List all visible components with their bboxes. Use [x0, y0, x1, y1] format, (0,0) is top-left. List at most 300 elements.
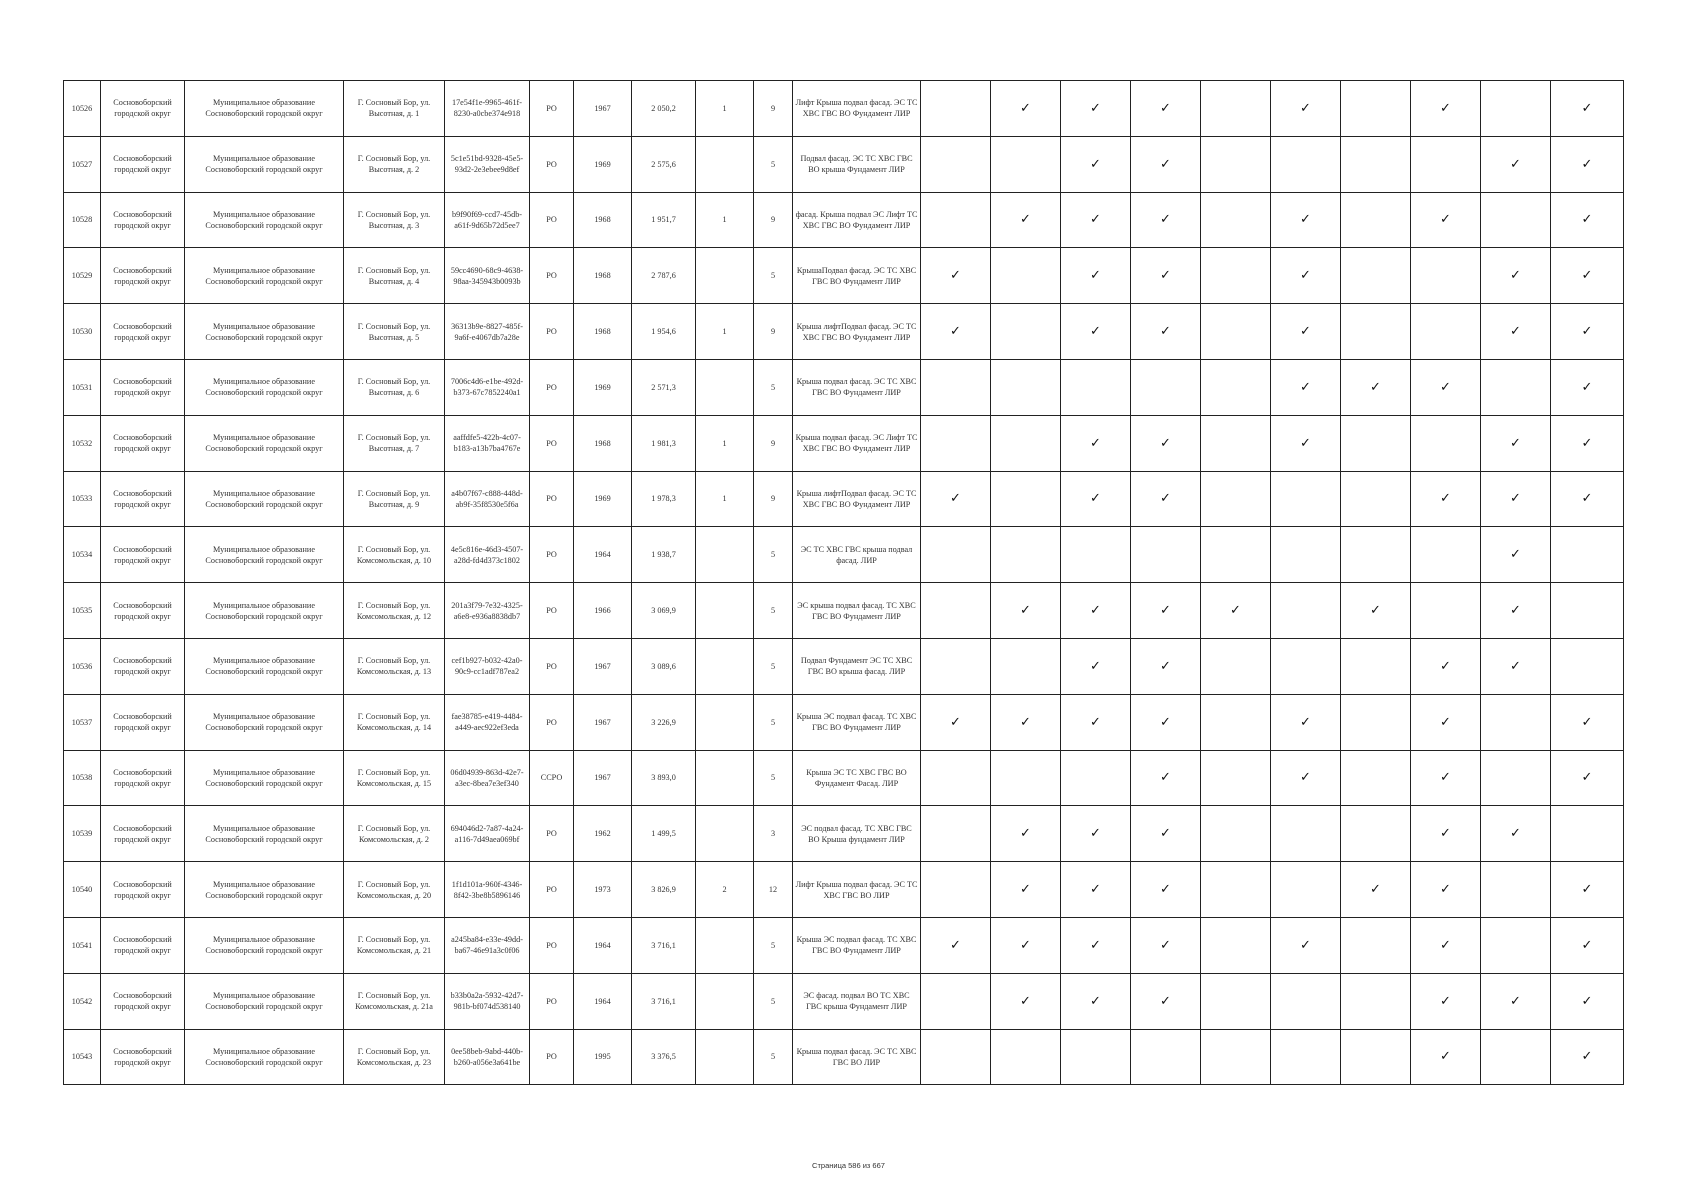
check-mark-icon: ✓ [1370, 882, 1381, 898]
check-mark-icon: ✓ [1300, 379, 1311, 395]
table-row [64, 1029, 1624, 1085]
work-check-cell-5 [1201, 862, 1271, 918]
address-cell: Г. Сосновый Бор, ул. Комсомольская, д. 20 [344, 862, 445, 918]
work-check-cell-4 [1131, 304, 1201, 360]
build-year-cell: 1964 [574, 973, 632, 1029]
work-check-cell-8 [1411, 750, 1481, 806]
row-id-cell: 10526 [64, 81, 101, 137]
check-mark-icon: ✓ [1581, 882, 1593, 898]
municipality-cell: Муниципальное образование Сосновоборский городской округ [185, 415, 344, 471]
work-check-cell-8 [1411, 806, 1481, 862]
work-check-cell-2 [991, 973, 1061, 1029]
work-check-cell-5 [1201, 527, 1271, 583]
area-cell: 2 787,6 [632, 248, 696, 304]
check-mark-icon: ✓ [1440, 491, 1451, 507]
work-check-cell-10 [1551, 917, 1624, 973]
work-check-cell-7 [1341, 750, 1411, 806]
works-list-cell: Крыша ЭС подвал фасад. ТС ХВС ГВС ВО Фундамент ЛИР [793, 917, 921, 973]
work-check-cell-2 [991, 359, 1061, 415]
table-row [64, 192, 1624, 248]
work-check-cell-10 [1551, 862, 1624, 918]
guid-cell: aaffdfe5-422b-4c07-b183-a13b7ba4767e [445, 415, 530, 471]
address-cell: Г. Сосновый Бор, ул. Высотная, д. 4 [344, 248, 445, 304]
guid-cell: 0ee58beb-9abd-440b-b260-a056e3a641be [445, 1029, 530, 1085]
work-check-cell-3 [1061, 136, 1131, 192]
municipality-cell: Муниципальное образование Сосновоборский городской округ [185, 471, 344, 527]
works-list-cell: Лифт Крыша подвал фасад. ЭС ТС ХВС ГВС ВО ЛИР [793, 862, 921, 918]
program-type-cell: РО [530, 973, 574, 1029]
work-check-cell-5 [1201, 806, 1271, 862]
work-check-cell-1 [921, 192, 991, 248]
work-check-cell-5 [1201, 81, 1271, 137]
check-mark-icon: ✓ [1510, 324, 1521, 340]
work-check-cell-3 [1061, 359, 1131, 415]
work-check-cell-8 [1411, 527, 1481, 583]
work-check-cell-7 [1341, 304, 1411, 360]
work-check-cell-7 [1341, 136, 1411, 192]
address-cell: Г. Сосновый Бор, ул. Высотная, д. 1 [344, 81, 445, 137]
floors-cell: 5 [754, 583, 793, 639]
program-type-cell: ССРО [530, 750, 574, 806]
build-year-cell: 1967 [574, 81, 632, 137]
check-mark-icon: ✓ [1160, 826, 1171, 842]
program-type-cell: РО [530, 359, 574, 415]
work-check-cell-3 [1061, 694, 1131, 750]
work-check-cell-5 [1201, 973, 1271, 1029]
work-check-cell-7 [1341, 862, 1411, 918]
check-mark-icon: ✓ [1510, 826, 1521, 842]
build-year-cell: 1967 [574, 750, 632, 806]
build-year-cell: 1995 [574, 1029, 632, 1085]
guid-cell: 1f1d101a-960f-4346-8f42-3be8b5896146 [445, 862, 530, 918]
work-check-cell-3 [1061, 750, 1131, 806]
district-cell: Сосновоборский городской округ [101, 862, 185, 918]
work-check-cell-8 [1411, 471, 1481, 527]
check-mark-icon: ✓ [1581, 156, 1593, 172]
check-mark-icon: ✓ [1510, 658, 1521, 674]
work-check-cell-2 [991, 806, 1061, 862]
work-check-cell-8 [1411, 973, 1481, 1029]
district-cell: Сосновоборский городской округ [101, 359, 185, 415]
guid-cell: 4e5c816e-46d3-4507-a28d-fd4d373c1802 [445, 527, 530, 583]
work-check-cell-5 [1201, 694, 1271, 750]
work-check-cell-7 [1341, 192, 1411, 248]
address-cell: Г. Сосновый Бор, ул. Комсомольская, д. 23 [344, 1029, 445, 1085]
row-id-cell: 10534 [64, 527, 101, 583]
works-list-cell: Лифт Крыша подвал фасад. ЭС ТС ХВС ГВС ВО Фундамент ЛИР [793, 81, 921, 137]
work-check-cell-7 [1341, 583, 1411, 639]
work-check-cell-2 [991, 917, 1061, 973]
municipality-cell: Муниципальное образование Сосновоборский городской округ [185, 862, 344, 918]
guid-cell: 36313b9e-8827-485f-9a6f-e4067db7a28e [445, 304, 530, 360]
floors-cell: 3 [754, 806, 793, 862]
work-check-cell-10 [1551, 81, 1624, 137]
program-type-cell: РО [530, 527, 574, 583]
work-check-cell-7 [1341, 806, 1411, 862]
housing-registry-table [63, 80, 1624, 1085]
program-type-cell: РО [530, 583, 574, 639]
address-cell: Г. Сосновый Бор, ул. Высотная, д. 5 [344, 304, 445, 360]
works-list-cell: Крыша ЭС ТС ХВС ГВС ВО Фундамент Фасад. ЛИР [793, 750, 921, 806]
check-mark-icon: ✓ [1230, 603, 1241, 619]
lifts-count-cell [696, 638, 754, 694]
check-mark-icon: ✓ [1440, 212, 1451, 228]
area-cell: 3 089,6 [632, 638, 696, 694]
work-check-cell-4 [1131, 192, 1201, 248]
works-list-cell: Крыша лифтПодвал фасад. ЭС ТС ХВС ГВС ВО Фундамент ЛИР [793, 304, 921, 360]
check-mark-icon: ✓ [1440, 100, 1451, 116]
address-cell: Г. Сосновый Бор, ул. Комсомольская, д. 12 [344, 583, 445, 639]
work-check-cell-10 [1551, 192, 1624, 248]
area-cell: 1 938,7 [632, 527, 696, 583]
check-mark-icon: ✓ [1160, 770, 1171, 786]
check-mark-icon: ✓ [1510, 491, 1521, 507]
check-mark-icon: ✓ [1581, 212, 1593, 228]
table-row [64, 248, 1624, 304]
work-check-cell-3 [1061, 527, 1131, 583]
row-id-cell: 10529 [64, 248, 101, 304]
works-list-cell: ЭС ТС ХВС ГВС крыша подвал фасад. ЛИР [793, 527, 921, 583]
check-mark-icon: ✓ [1160, 937, 1171, 953]
work-check-cell-1 [921, 638, 991, 694]
check-mark-icon: ✓ [1090, 156, 1101, 172]
work-check-cell-3 [1061, 415, 1131, 471]
check-mark-icon: ✓ [1581, 268, 1593, 284]
check-mark-icon: ✓ [1160, 658, 1171, 674]
work-check-cell-4 [1131, 359, 1201, 415]
work-check-cell-2 [991, 527, 1061, 583]
guid-cell: cef1b927-b032-42a0-90c9-cc1adf787ea2 [445, 638, 530, 694]
district-cell: Сосновоборский городской округ [101, 1029, 185, 1085]
area-cell: 1 954,6 [632, 304, 696, 360]
lifts-count-cell: 1 [696, 471, 754, 527]
work-check-cell-2 [991, 694, 1061, 750]
work-check-cell-5 [1201, 583, 1271, 639]
address-cell: Г. Сосновый Бор, ул. Высотная, д. 2 [344, 136, 445, 192]
table-row [64, 304, 1624, 360]
work-check-cell-2 [991, 415, 1061, 471]
program-type-cell: РО [530, 81, 574, 137]
work-check-cell-5 [1201, 1029, 1271, 1085]
work-check-cell-6 [1271, 694, 1341, 750]
district-cell: Сосновоборский городской округ [101, 973, 185, 1029]
address-cell: Г. Сосновый Бор, ул. Комсомольская, д. 21а [344, 973, 445, 1029]
work-check-cell-7 [1341, 415, 1411, 471]
floors-cell: 5 [754, 973, 793, 1029]
check-mark-icon: ✓ [1300, 100, 1311, 116]
work-check-cell-4 [1131, 638, 1201, 694]
work-check-cell-10 [1551, 415, 1624, 471]
work-check-cell-9 [1481, 1029, 1551, 1085]
work-check-cell-1 [921, 694, 991, 750]
guid-cell: 694046d2-7a87-4a24-a116-7d49aea069bf [445, 806, 530, 862]
work-check-cell-4 [1131, 415, 1201, 471]
build-year-cell: 1964 [574, 527, 632, 583]
floors-cell: 5 [754, 527, 793, 583]
work-check-cell-5 [1201, 359, 1271, 415]
table-row [64, 750, 1624, 806]
work-check-cell-10 [1551, 694, 1624, 750]
check-mark-icon: ✓ [1160, 100, 1171, 116]
table-row [64, 527, 1624, 583]
work-check-cell-2 [991, 248, 1061, 304]
floors-cell: 9 [754, 471, 793, 527]
works-list-cell: ЭС крыша подвал фасад. ТС ХВС ГВС ВО Фундамент ЛИР [793, 583, 921, 639]
floors-cell: 9 [754, 415, 793, 471]
work-check-cell-2 [991, 192, 1061, 248]
work-check-cell-6 [1271, 973, 1341, 1029]
work-check-cell-8 [1411, 359, 1481, 415]
work-check-cell-4 [1131, 527, 1201, 583]
floors-cell: 5 [754, 1029, 793, 1085]
lifts-count-cell [696, 973, 754, 1029]
check-mark-icon: ✓ [1440, 993, 1451, 1009]
address-cell: Г. Сосновый Бор, ул. Высотная, д. 9 [344, 471, 445, 527]
work-check-cell-10 [1551, 1029, 1624, 1085]
district-cell: Сосновоборский городской округ [101, 248, 185, 304]
work-check-cell-8 [1411, 192, 1481, 248]
row-id-cell: 10527 [64, 136, 101, 192]
check-mark-icon: ✓ [1160, 491, 1171, 507]
work-check-cell-1 [921, 81, 991, 137]
district-cell: Сосновоборский городской округ [101, 583, 185, 639]
build-year-cell: 1964 [574, 917, 632, 973]
check-mark-icon: ✓ [1581, 993, 1593, 1009]
check-mark-icon: ✓ [1090, 714, 1101, 730]
district-cell: Сосновоборский городской округ [101, 694, 185, 750]
lifts-count-cell: 1 [696, 81, 754, 137]
row-id-cell: 10543 [64, 1029, 101, 1085]
build-year-cell: 1969 [574, 471, 632, 527]
area-cell: 3 376,5 [632, 1029, 696, 1085]
lifts-count-cell [696, 248, 754, 304]
page-number: Страница 586 из 667 [812, 1161, 885, 1170]
work-check-cell-5 [1201, 471, 1271, 527]
work-check-cell-1 [921, 583, 991, 639]
work-check-cell-7 [1341, 694, 1411, 750]
work-check-cell-8 [1411, 638, 1481, 694]
work-check-cell-1 [921, 806, 991, 862]
lifts-count-cell: 2 [696, 862, 754, 918]
work-check-cell-8 [1411, 862, 1481, 918]
work-check-cell-1 [921, 248, 991, 304]
work-check-cell-9 [1481, 471, 1551, 527]
program-type-cell: РО [530, 304, 574, 360]
guid-cell: b33b0a2a-5932-42d7-981b-bf074d538140 [445, 973, 530, 1029]
district-cell: Сосновоборский городской округ [101, 136, 185, 192]
lifts-count-cell [696, 583, 754, 639]
work-check-cell-5 [1201, 638, 1271, 694]
floors-cell: 12 [754, 862, 793, 918]
work-check-cell-1 [921, 1029, 991, 1085]
area-cell: 3 226,9 [632, 694, 696, 750]
work-check-cell-9 [1481, 415, 1551, 471]
district-cell: Сосновоборский городской округ [101, 81, 185, 137]
work-check-cell-6 [1271, 471, 1341, 527]
check-mark-icon: ✓ [1581, 324, 1593, 340]
work-check-cell-10 [1551, 583, 1624, 639]
work-check-cell-8 [1411, 583, 1481, 639]
work-check-cell-4 [1131, 973, 1201, 1029]
table-row [64, 415, 1624, 471]
program-type-cell: РО [530, 136, 574, 192]
lifts-count-cell [696, 806, 754, 862]
work-check-cell-3 [1061, 806, 1131, 862]
works-list-cell: Подвал фасад. ЭС ТС ХВС ГВС ВО крыша Фундамент ЛИР [793, 136, 921, 192]
municipality-cell: Муниципальное образование Сосновоборский городской округ [185, 527, 344, 583]
work-check-cell-10 [1551, 527, 1624, 583]
municipality-cell: Муниципальное образование Сосновоборский городской округ [185, 1029, 344, 1085]
work-check-cell-4 [1131, 248, 1201, 304]
lifts-count-cell: 1 [696, 304, 754, 360]
area-cell: 3 826,9 [632, 862, 696, 918]
work-check-cell-10 [1551, 638, 1624, 694]
work-check-cell-4 [1131, 81, 1201, 137]
check-mark-icon: ✓ [1160, 603, 1171, 619]
work-check-cell-9 [1481, 750, 1551, 806]
check-mark-icon: ✓ [950, 491, 961, 507]
table-row [64, 638, 1624, 694]
lifts-count-cell [696, 527, 754, 583]
floors-cell: 5 [754, 248, 793, 304]
check-mark-icon: ✓ [1020, 993, 1031, 1009]
work-check-cell-3 [1061, 973, 1131, 1029]
build-year-cell: 1966 [574, 583, 632, 639]
work-check-cell-5 [1201, 192, 1271, 248]
work-check-cell-1 [921, 304, 991, 360]
row-id-cell: 10537 [64, 694, 101, 750]
address-cell: Г. Сосновый Бор, ул. Комсомольская, д. 10 [344, 527, 445, 583]
district-cell: Сосновоборский городской округ [101, 192, 185, 248]
check-mark-icon: ✓ [1581, 770, 1593, 786]
work-check-cell-3 [1061, 1029, 1131, 1085]
work-check-cell-4 [1131, 806, 1201, 862]
address-cell: Г. Сосновый Бор, ул. Высотная, д. 7 [344, 415, 445, 471]
municipality-cell: Муниципальное образование Сосновоборский городской округ [185, 583, 344, 639]
work-check-cell-7 [1341, 248, 1411, 304]
work-check-cell-9 [1481, 806, 1551, 862]
work-check-cell-6 [1271, 638, 1341, 694]
build-year-cell: 1973 [574, 862, 632, 918]
work-check-cell-6 [1271, 583, 1341, 639]
work-check-cell-6 [1271, 917, 1341, 973]
check-mark-icon: ✓ [1510, 547, 1521, 563]
work-check-cell-4 [1131, 917, 1201, 973]
address-cell: Г. Сосновый Бор, ул. Комсомольская, д. 15 [344, 750, 445, 806]
check-mark-icon: ✓ [950, 324, 961, 340]
work-check-cell-2 [991, 750, 1061, 806]
area-cell: 3 716,1 [632, 973, 696, 1029]
check-mark-icon: ✓ [1581, 714, 1593, 730]
work-check-cell-1 [921, 973, 991, 1029]
check-mark-icon: ✓ [1440, 379, 1451, 395]
check-mark-icon: ✓ [1581, 1049, 1593, 1065]
work-check-cell-6 [1271, 415, 1341, 471]
area-cell: 1 499,5 [632, 806, 696, 862]
work-check-cell-6 [1271, 248, 1341, 304]
program-type-cell: РО [530, 248, 574, 304]
work-check-cell-9 [1481, 973, 1551, 1029]
works-list-cell: ЭС подвал фасад. ТС ХВС ГВС ВО Крыша фундамент ЛИР [793, 806, 921, 862]
work-check-cell-9 [1481, 248, 1551, 304]
work-check-cell-3 [1061, 583, 1131, 639]
address-cell: Г. Сосновый Бор, ул. Комсомольская, д. 21 [344, 917, 445, 973]
guid-cell: 5c1e51bd-9328-45e5-93d2-2e3ebee9d8ef [445, 136, 530, 192]
work-check-cell-2 [991, 81, 1061, 137]
work-check-cell-10 [1551, 359, 1624, 415]
floors-cell: 5 [754, 638, 793, 694]
municipality-cell: Муниципальное образование Сосновоборский городской округ [185, 359, 344, 415]
area-cell: 1 978,3 [632, 471, 696, 527]
municipality-cell: Муниципальное образование Сосновоборский городской округ [185, 806, 344, 862]
work-check-cell-4 [1131, 750, 1201, 806]
work-check-cell-5 [1201, 248, 1271, 304]
check-mark-icon: ✓ [1020, 603, 1031, 619]
lifts-count-cell [696, 136, 754, 192]
work-check-cell-3 [1061, 471, 1131, 527]
work-check-cell-9 [1481, 583, 1551, 639]
address-cell: Г. Сосновый Бор, ул. Комсомольская, д. 2 [344, 806, 445, 862]
work-check-cell-7 [1341, 973, 1411, 1029]
work-check-cell-2 [991, 304, 1061, 360]
work-check-cell-5 [1201, 750, 1271, 806]
work-check-cell-3 [1061, 81, 1131, 137]
lifts-count-cell [696, 917, 754, 973]
check-mark-icon: ✓ [1440, 937, 1451, 953]
work-check-cell-5 [1201, 304, 1271, 360]
check-mark-icon: ✓ [1090, 658, 1101, 674]
row-id-cell: 10540 [64, 862, 101, 918]
municipality-cell: Муниципальное образование Сосновоборский городской округ [185, 638, 344, 694]
work-check-cell-4 [1131, 694, 1201, 750]
check-mark-icon: ✓ [1440, 658, 1451, 674]
floors-cell: 9 [754, 304, 793, 360]
work-check-cell-1 [921, 527, 991, 583]
work-check-cell-5 [1201, 415, 1271, 471]
municipality-cell: Муниципальное образование Сосновоборский городской округ [185, 81, 344, 137]
program-type-cell: РО [530, 192, 574, 248]
check-mark-icon: ✓ [1090, 100, 1101, 116]
work-check-cell-3 [1061, 304, 1131, 360]
work-check-cell-1 [921, 136, 991, 192]
municipality-cell: Муниципальное образование Сосновоборский городской округ [185, 304, 344, 360]
build-year-cell: 1969 [574, 359, 632, 415]
work-check-cell-7 [1341, 359, 1411, 415]
row-id-cell: 10528 [64, 192, 101, 248]
work-check-cell-7 [1341, 917, 1411, 973]
lifts-count-cell [696, 1029, 754, 1085]
work-check-cell-9 [1481, 917, 1551, 973]
guid-cell: 201a3f79-7e32-4325-a6e8-e936a8838db7 [445, 583, 530, 639]
build-year-cell: 1969 [574, 136, 632, 192]
check-mark-icon: ✓ [1300, 324, 1311, 340]
check-mark-icon: ✓ [1160, 435, 1171, 451]
table-row [64, 917, 1624, 973]
check-mark-icon: ✓ [1370, 379, 1381, 395]
check-mark-icon: ✓ [950, 937, 961, 953]
municipality-cell: Муниципальное образование Сосновоборский городской округ [185, 750, 344, 806]
check-mark-icon: ✓ [1370, 603, 1381, 619]
lifts-count-cell [696, 359, 754, 415]
work-check-cell-3 [1061, 248, 1131, 304]
work-check-cell-1 [921, 862, 991, 918]
check-mark-icon: ✓ [1020, 826, 1031, 842]
work-check-cell-9 [1481, 136, 1551, 192]
table-row [64, 583, 1624, 639]
district-cell: Сосновоборский городской округ [101, 527, 185, 583]
municipality-cell: Муниципальное образование Сосновоборский городской округ [185, 192, 344, 248]
check-mark-icon: ✓ [1090, 212, 1101, 228]
